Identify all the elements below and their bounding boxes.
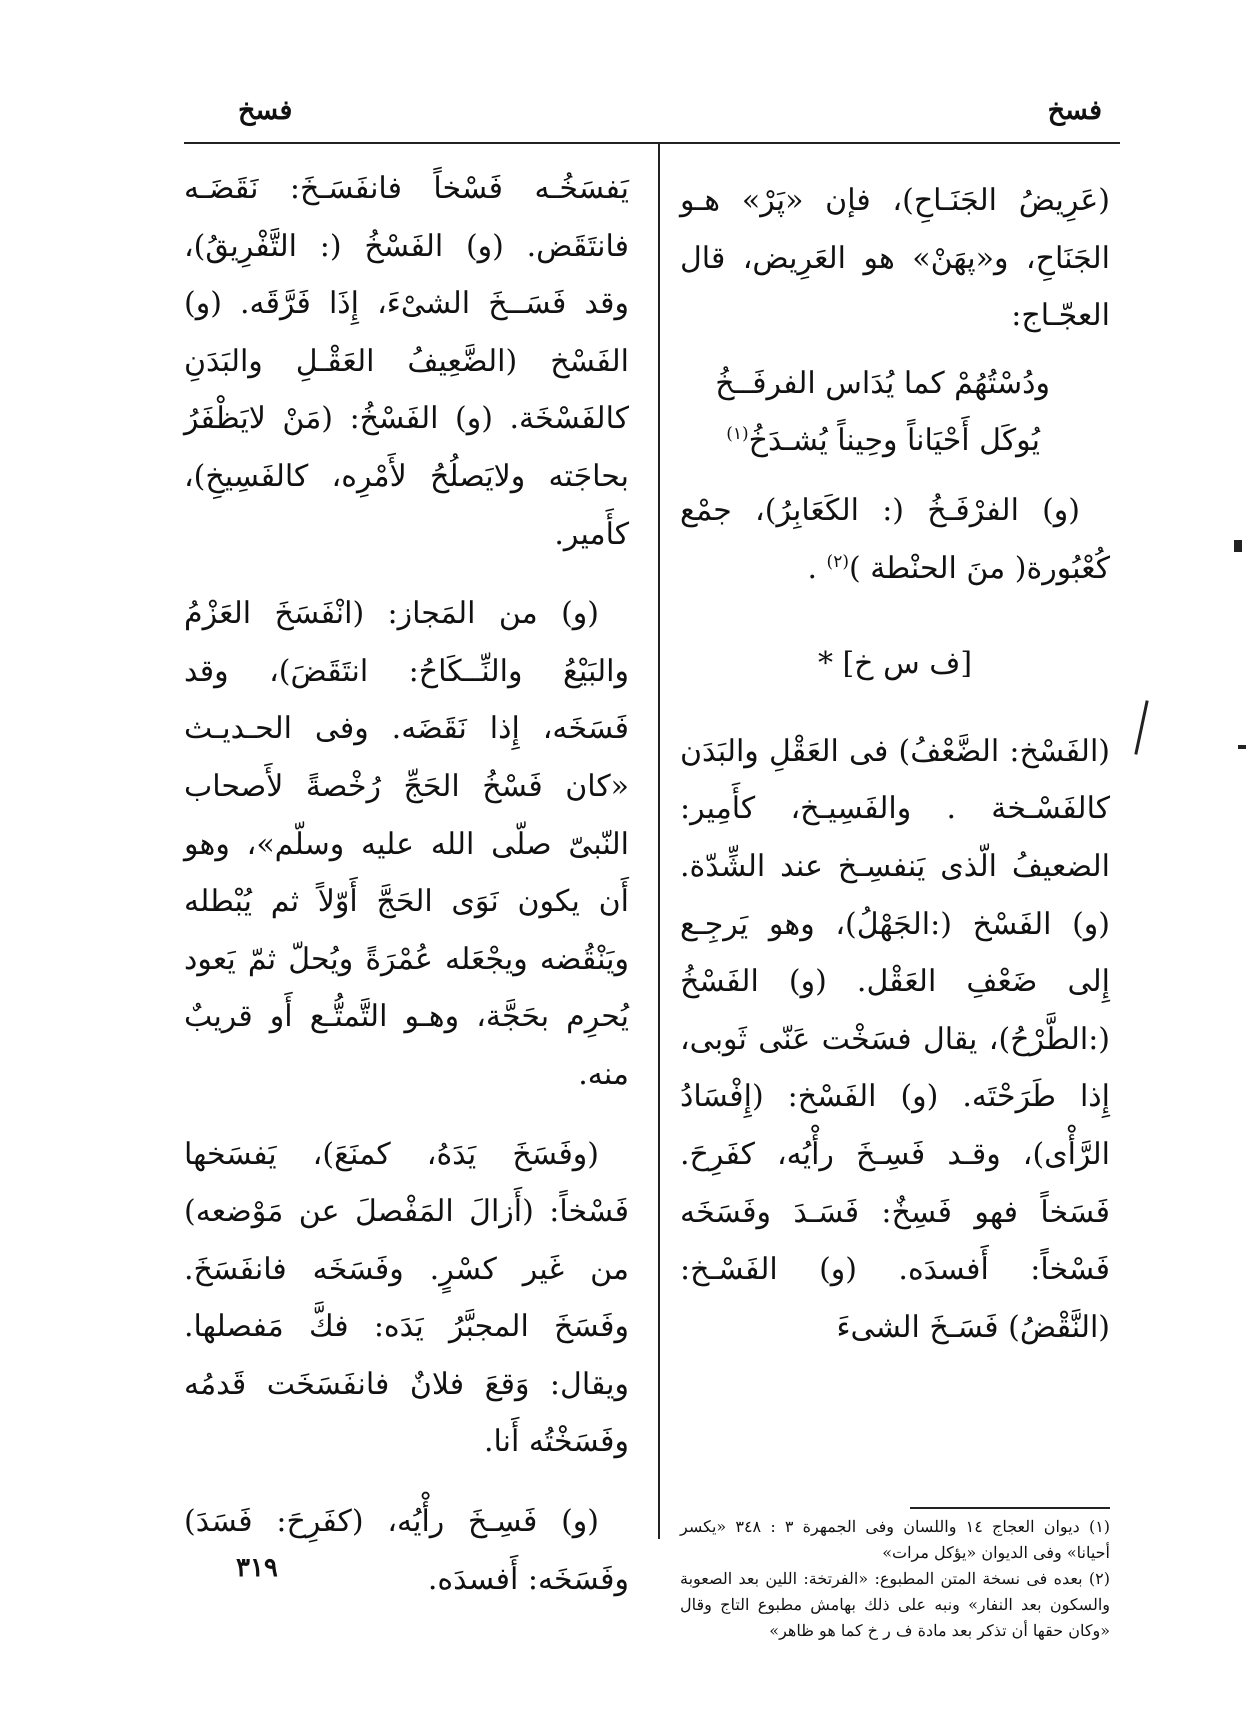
paragraph-al-fasakh: (الفَسْخ: الضَّعْفُ) فى العَقْلِ والبَدَن كالفَسْـخة . والفَسِيـخ، كأَمِير: الضعيفُ الّذى يَنفسِـخ عند الشِّدّة. (و) الفَسْخ (:الجَهْلُ)، وهو يَرجِـع إِلى ضَعْفِ العَقْل. (و) الفَسْخُ (:الطَّرْحُ)، يقال فسَخْت عَنّى ثَوبى، إِذا طَرَحْتَه. (و) الفَسْخ: (إِفْسَادُ الرَّأْى)، وقـد فَسِـخَ رأْيُه، كفَرِحَ. فَسَخاً فهو فَسِخٌ: فَسَـدَ وفَسَخَه فَسْخاً: أَفسدَه. (و) الفَسْـخ: (النَّقْضُ) فَسَـخَ الشىءَ xyxy=(680,733,1110,1345)
running-header-left: فسخ xyxy=(238,95,293,126)
paragraph-al-farfakh xyxy=(680,482,1110,597)
verse-line-1: ودُسْتُهُمْ كما يُدَاس الفرفَــخُ xyxy=(715,365,1050,401)
verse-line-2 xyxy=(680,412,1050,470)
scan-speck-2 xyxy=(1134,700,1148,754)
column-divider xyxy=(658,144,660,1539)
page-number: ٣١٩ xyxy=(236,1553,278,1583)
footnotes xyxy=(680,1514,1110,1644)
running-header-right: فسخ xyxy=(1047,95,1102,126)
verse-ajjaj xyxy=(680,355,1110,470)
paragraph-al-farfakh-end: . xyxy=(807,550,827,586)
paragraph-arid-al-janah: (عَرِيضُ الجَنَـاحِ)، فإن «پَرْ» هـو الجَنَاحِ، و«پهَنْ» هو العَرِيض، قال العجّـاج: xyxy=(680,183,1110,334)
scan-speck-1 xyxy=(1234,540,1242,552)
footnote-ref-1: (١) xyxy=(726,424,749,445)
left-column xyxy=(184,160,629,1608)
footnote-2: (٢) بعده فى نسخة المتن المطبوع: «الفرتخة: اللين بعد الصعوبة والسكون بعد النفار» ونبه على ذلك بهامش مطبوع التاج وقال «وكان حقها أن تذكر بعد مادة ف ر خ كما هو ظاهر» xyxy=(680,1569,1110,1640)
footnote-ref-2: (٢) xyxy=(826,551,849,572)
header-rule xyxy=(184,142,1120,144)
verse-line-2-text: يُوكَل أَحْيَاناً وحِيناً يُشـدَخُ xyxy=(748,423,1040,459)
paragraph-fasikha-rayuhu: (و) فَسِـخَ رأْيُه، (كفَرِحَ: فَسَدَ) وفَسَخَه: أَفسدَه. xyxy=(184,1504,629,1597)
footnote-rule xyxy=(910,1507,1110,1509)
footnote-1: (١) ديوان العجاج ١٤ واللسان وفى الجمهرة ٣ : ٣٤٨ «يكسر أحيانا» وفى الديوان «يؤكل مرات» xyxy=(680,1517,1111,1562)
entry-heading-f-s-kh: [ف س خ] * xyxy=(817,646,973,682)
paragraph-min-al-majaz: (و) من المَجاز: (انْفَسَخَ العَزْمُ والبَيْعُ والنِّــكَاحُ: انتَقَضَ)، وقد فَسَخَه، إِذا نَقَضَه. وفى الحـديـث «كان فَسْخُ الحَجِّ رُخْصةً لأَصحاب النّبىّ صلّى الله عليه وسلّم»، وهو أَن يكون نَوَى الحَجَّ أَوّلاً ثم يُبْطله ويَنْقُضه ويجْعَله عُمْرَةً ويُحلّ ثمّ يَعود يُحرِم بحَجَّة، وهـو التَّمتُّـع أَو قريبٌ منه. xyxy=(184,596,629,1092)
right-column xyxy=(680,172,1110,1356)
scan-speck-3 xyxy=(1238,745,1246,749)
paragraph-al-farfakh-text: (و) الفرْفَـخُ (: الكَعَابِرُ)، جمْع كُعْبُورة( منَ الحنْطة ) xyxy=(680,492,1110,586)
paragraph-fasakha-yadahu: (وفَسَخَ يَدَهُ، كمنَعَ)، يَفسَخها فَسْخاً: (أَزالَ المَفْصلَ عن مَوْضعه) من غَير كسْرٍ. وفَسَخَه فانفَسَخَ. وفَسَخَ المجبَّرُ يَدَه: فكَّ مَفصلها. ويقال: وَقعَ فلانٌ فانفَسَخَت قَدمُه وفَسَخْتُه أَنا. xyxy=(184,1136,629,1460)
paragraph-yafsakhuhu: يَفسَخُـه فَسْخاً فانفَسَـخَ: نَقَضَـه فانتَقَض. (و) الفَسْخُ (: التَّفْرِيقُ)، وقد فَسَــخَ الشىْءَ، إِذَا فَرَّقَه. (و) الفَسْخ (الضَّعِيفُ العَقْـلِ والبَدَنِ كالفَسْخَة. (و) الفَسْخُ: (مَنْ لايَظْفَرُ بحاجَته ولايَصلُحُ لأَمْرِه، كالفَسِيخِ)، كأَمير. xyxy=(184,171,629,552)
